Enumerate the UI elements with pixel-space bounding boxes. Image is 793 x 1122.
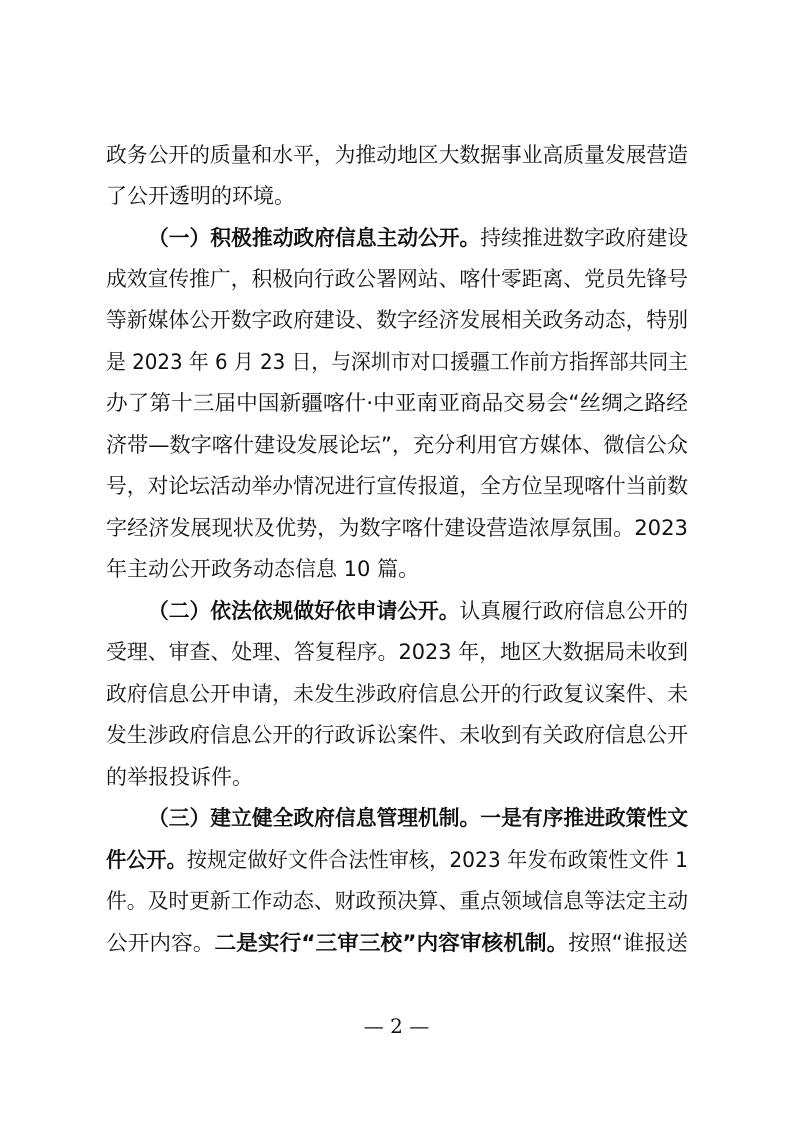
paragraph-text: 政务公开的质量和水平，为推动地区大数据事业高质量发展营造 [106,143,689,167]
text-line [148,595,688,627]
text-line [106,761,253,793]
text-line [148,802,688,834]
paragraph-text: 成效宣传推广，积极向行政公署网站、喀什零距离、党员先锋号 [106,267,689,291]
paragraph-text: 持续推进数字政府建设 [480,226,688,250]
bold-heading-text: （一）积极推动政府信息主动公开。 [148,226,481,250]
bold-heading-text: 件公开。 [106,848,187,872]
paragraph-text: 济带—数字喀什建设发展论坛”，充分利用官方媒体、微信公众 [106,433,688,457]
text-line [106,844,688,876]
text-line [106,429,688,461]
text-line [106,387,688,419]
bold-heading-text: （二）依法依规做好依申请公开。 [148,599,460,623]
text-line [106,512,688,544]
text-line [106,139,688,171]
page-number: — 2 — [363,1014,430,1038]
paragraph-text: 政府信息公开申请，未发生涉政府信息公开的行政复议案件、未 [106,682,689,706]
text-line [106,719,688,751]
text-line [106,263,688,295]
bold-heading-text: 二是实行“三审三校”内容审核机制。 [214,931,569,955]
text-line [148,222,688,254]
paragraph-text: 件。及时更新工作动态、财政预决算、重点领域信息等法定主动 [106,889,689,913]
paragraph-text: 受理、审查、处理、答复程序。2023 年，地区大数据局未收到 [106,640,689,664]
text-line [106,678,688,710]
paragraph-text: 的举报投诉件。 [106,765,253,789]
bold-heading-text: （三）建立健全政府信息管理机制。一是有序推进政策性文 [148,806,688,830]
paragraph-text: 按规定做好文件合法性审核，2023 年发布政策性文件 1 [186,848,688,872]
paragraph-text: 是 2023 年 6 月 23 日，与深圳市对口援疆工作前方指挥部共同主 [106,350,688,374]
text-line [106,885,688,917]
paragraph-text: 发生涉政府信息公开的行政诉讼案件、未收到有关政府信息公开 [106,723,689,747]
paragraph-text: 字经济发展现状及优势，为数字喀什建设营造浓厚氛围。2023 [106,516,688,540]
text-line [106,470,688,502]
paragraph-text: 了公开透明的环境。 [106,184,295,208]
paragraph-text: 认真履行政府信息公开的 [459,599,688,623]
paragraph-text: 号，对论坛活动举办情况进行宣传报道，全方位呈现喀什当前数 [106,474,689,498]
text-line [106,346,688,378]
paragraph-text: 按照“谁报送 [568,931,688,955]
text-line [106,553,419,585]
paragraph-text: 公开内容。 [106,931,215,955]
text-line [106,927,688,959]
text-line [106,304,688,336]
text-line [106,180,295,212]
paragraph-text: 年主动公开政务动态信息 10 篇。 [106,557,420,581]
paragraph-text: 办了第十三届中国新疆喀什·中亚南亚商品交易会“丝绸之路经 [106,391,688,415]
paragraph-text: 等新媒体公开数字政府建设、数字经济发展相关政务动态，特别 [106,308,689,332]
text-line [106,636,688,668]
